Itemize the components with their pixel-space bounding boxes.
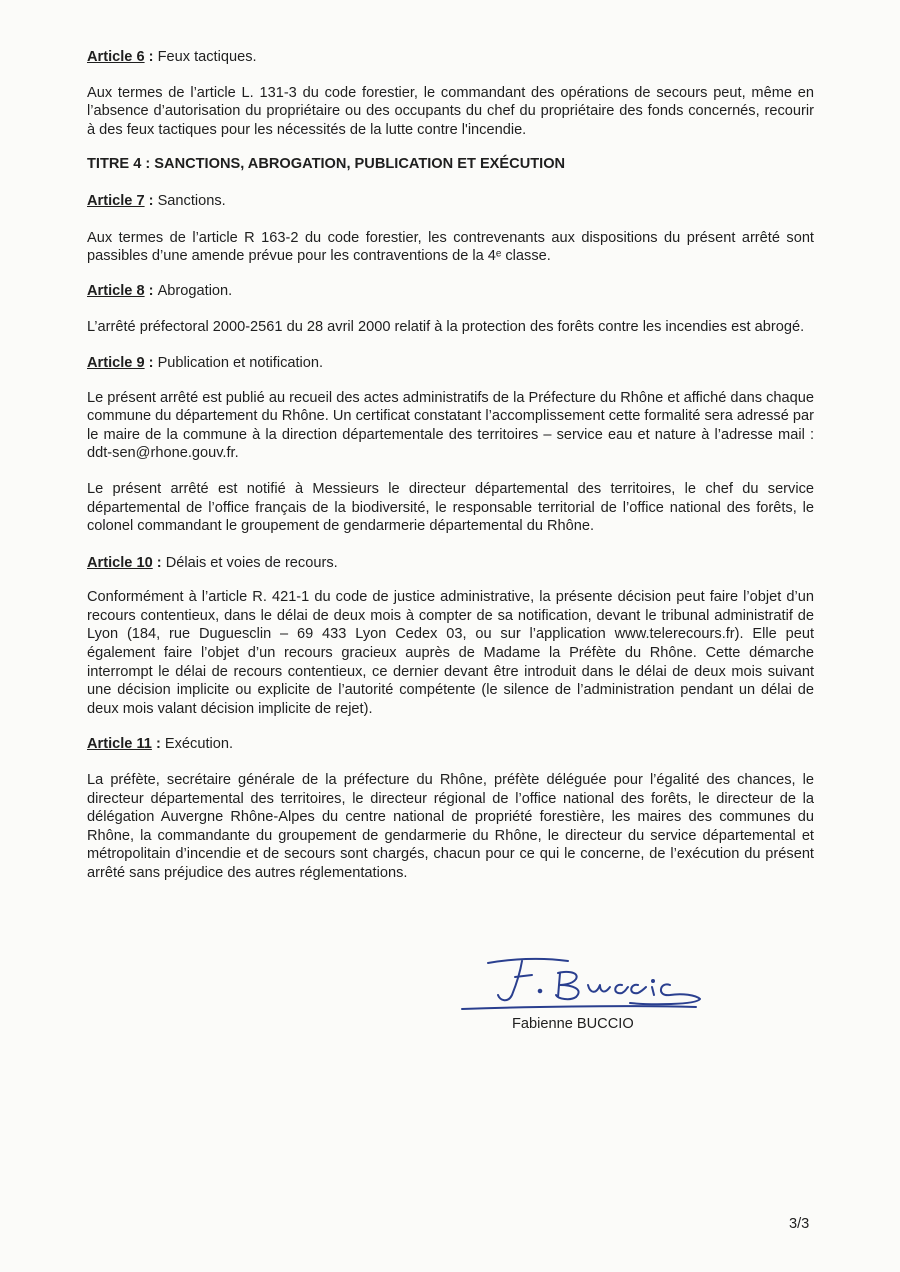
article-10-separator: : [152, 554, 166, 571]
article-10-heading [87, 554, 814, 573]
article-9-label: Article 9 [87, 354, 145, 371]
article-8-separator: : [144, 282, 158, 299]
article-9-title: Publication et notification. [157, 354, 324, 371]
article-9-paragraph-2: Le présent arrêté est notifié à Messieurs le directeur départemental des territoires, le chef du service départemental de l’office français de la biodiversité, le responsable territorial de l’office national des forêts, le colonel commandant le groupement de gendarmerie départemental du Rhône. [87, 480, 814, 535]
article-9-heading [87, 354, 814, 373]
article-10-title: Délais et voies de recours. [165, 554, 338, 571]
article-6-separator: : [144, 49, 158, 65]
signature-block [460, 955, 710, 1035]
article-8-title: Abrogation. [157, 282, 233, 299]
article-11-separator: : [151, 736, 165, 753]
article-10-paragraph: Conformément à l’article R. 421-1 du code de justice administrative, la présente décision peut faire l’objet d’un recours contentieux, dans le délai de deux mois à compter de sa notification, devant le tribunal administratif de Lyon (184, rue Duguesclin – 69 433 Lyon Cedex 03, ou sur l’application www.telerecours.fr). Elle peut également faire l’objet d’un recours gracieux auprès de Madame la Préfète du Rhône. Cette démarche interrompt le délai de recours contentieux, ce dernier devant être introduit dans le délai de deux mois suivant une décision implicite ou explicite de l’autorité compétente (le silence de l’administration pendant un délai de deux mois valant décision implicite de rejet). [87, 589, 814, 717]
article-7-title: Sanctions. [157, 192, 226, 209]
article-7-heading [87, 192, 814, 211]
article-6-heading [87, 48, 814, 67]
document-body [87, 40, 814, 883]
article-6-title: Feux tactiques. [157, 49, 257, 65]
signatory-name: Fabienne BUCCIO [512, 1016, 634, 1032]
article-6-label: Article 6 [87, 49, 145, 65]
article-8-heading [87, 282, 814, 301]
article-7-paragraph: Aux termes de l’article R 163-2 du code forestier, les contrevenants aux dispositions du présent arrêté sont passibles d’une amende prévue pour les contraventions de la 4ᵉ classe. [87, 229, 814, 265]
article-6-paragraph: Aux termes de l’article L. 131-3 du code forestier, le commandant des opérations de secours peut, même en l’absence d’autorisation du propriétaire ou des occupants du chef du propriétaire des fonds concernés, recourir à des feux tactiques pour les nécessités de la lutte contre l'incendie. [87, 84, 814, 138]
article-11-heading [87, 735, 814, 754]
article-11-label: Article 11 [87, 736, 152, 753]
article-9-separator: : [144, 354, 158, 371]
article-7-label: Article 7 [87, 192, 145, 209]
article-9-paragraph-1: Le présent arrêté est publié au recueil des actes administratifs de la Préfecture du Rhône et affiché dans chaque commune du département du Rhône. Un certificat constatant l’accomplissement cette formalité sera adressé par le maire de la commune à la direction départementale des territoires – service eau et nature à l’adresse mail : ddt-sen@rhone.gouv.fr. [87, 389, 814, 462]
article-8-label: Article 8 [87, 282, 145, 299]
article-10-label: Article 10 [87, 554, 153, 571]
title-4-heading: TITRE 4 : SANCTIONS, ABROGATION, PUBLICATION ET EXÉCUTION [87, 156, 566, 173]
article-11-title: Exécution. [164, 736, 234, 753]
page-number: 3/3 [789, 1216, 810, 1232]
article-7-separator: : [144, 192, 158, 209]
article-8-paragraph: L’arrêté préfectoral 2000-2561 du 28 avril 2000 relatif à la protection des forêts contre les incendies est abrogé. [87, 319, 805, 336]
article-11-paragraph: La préfète, secrétaire générale de la préfecture du Rhône, préfète déléguée pour l’égalité des chances, le directeur départemental des territoires, le directeur régional de l’office national des forêts, le directeur de la délégation Auvergne Rhône-Alpes du centre national de propriété forestière, les maires des communes du Rhône, la commandante du groupement de gendarmerie du Rhône, le directeur du service départemental et métropolitain d’incendie et de secours sont chargés, chacun pour ce qui le concerne, de l’exécution du présent arrêté sans préjudice des autres réglementations. [87, 772, 814, 881]
handwritten-signature-icon [460, 955, 710, 1017]
